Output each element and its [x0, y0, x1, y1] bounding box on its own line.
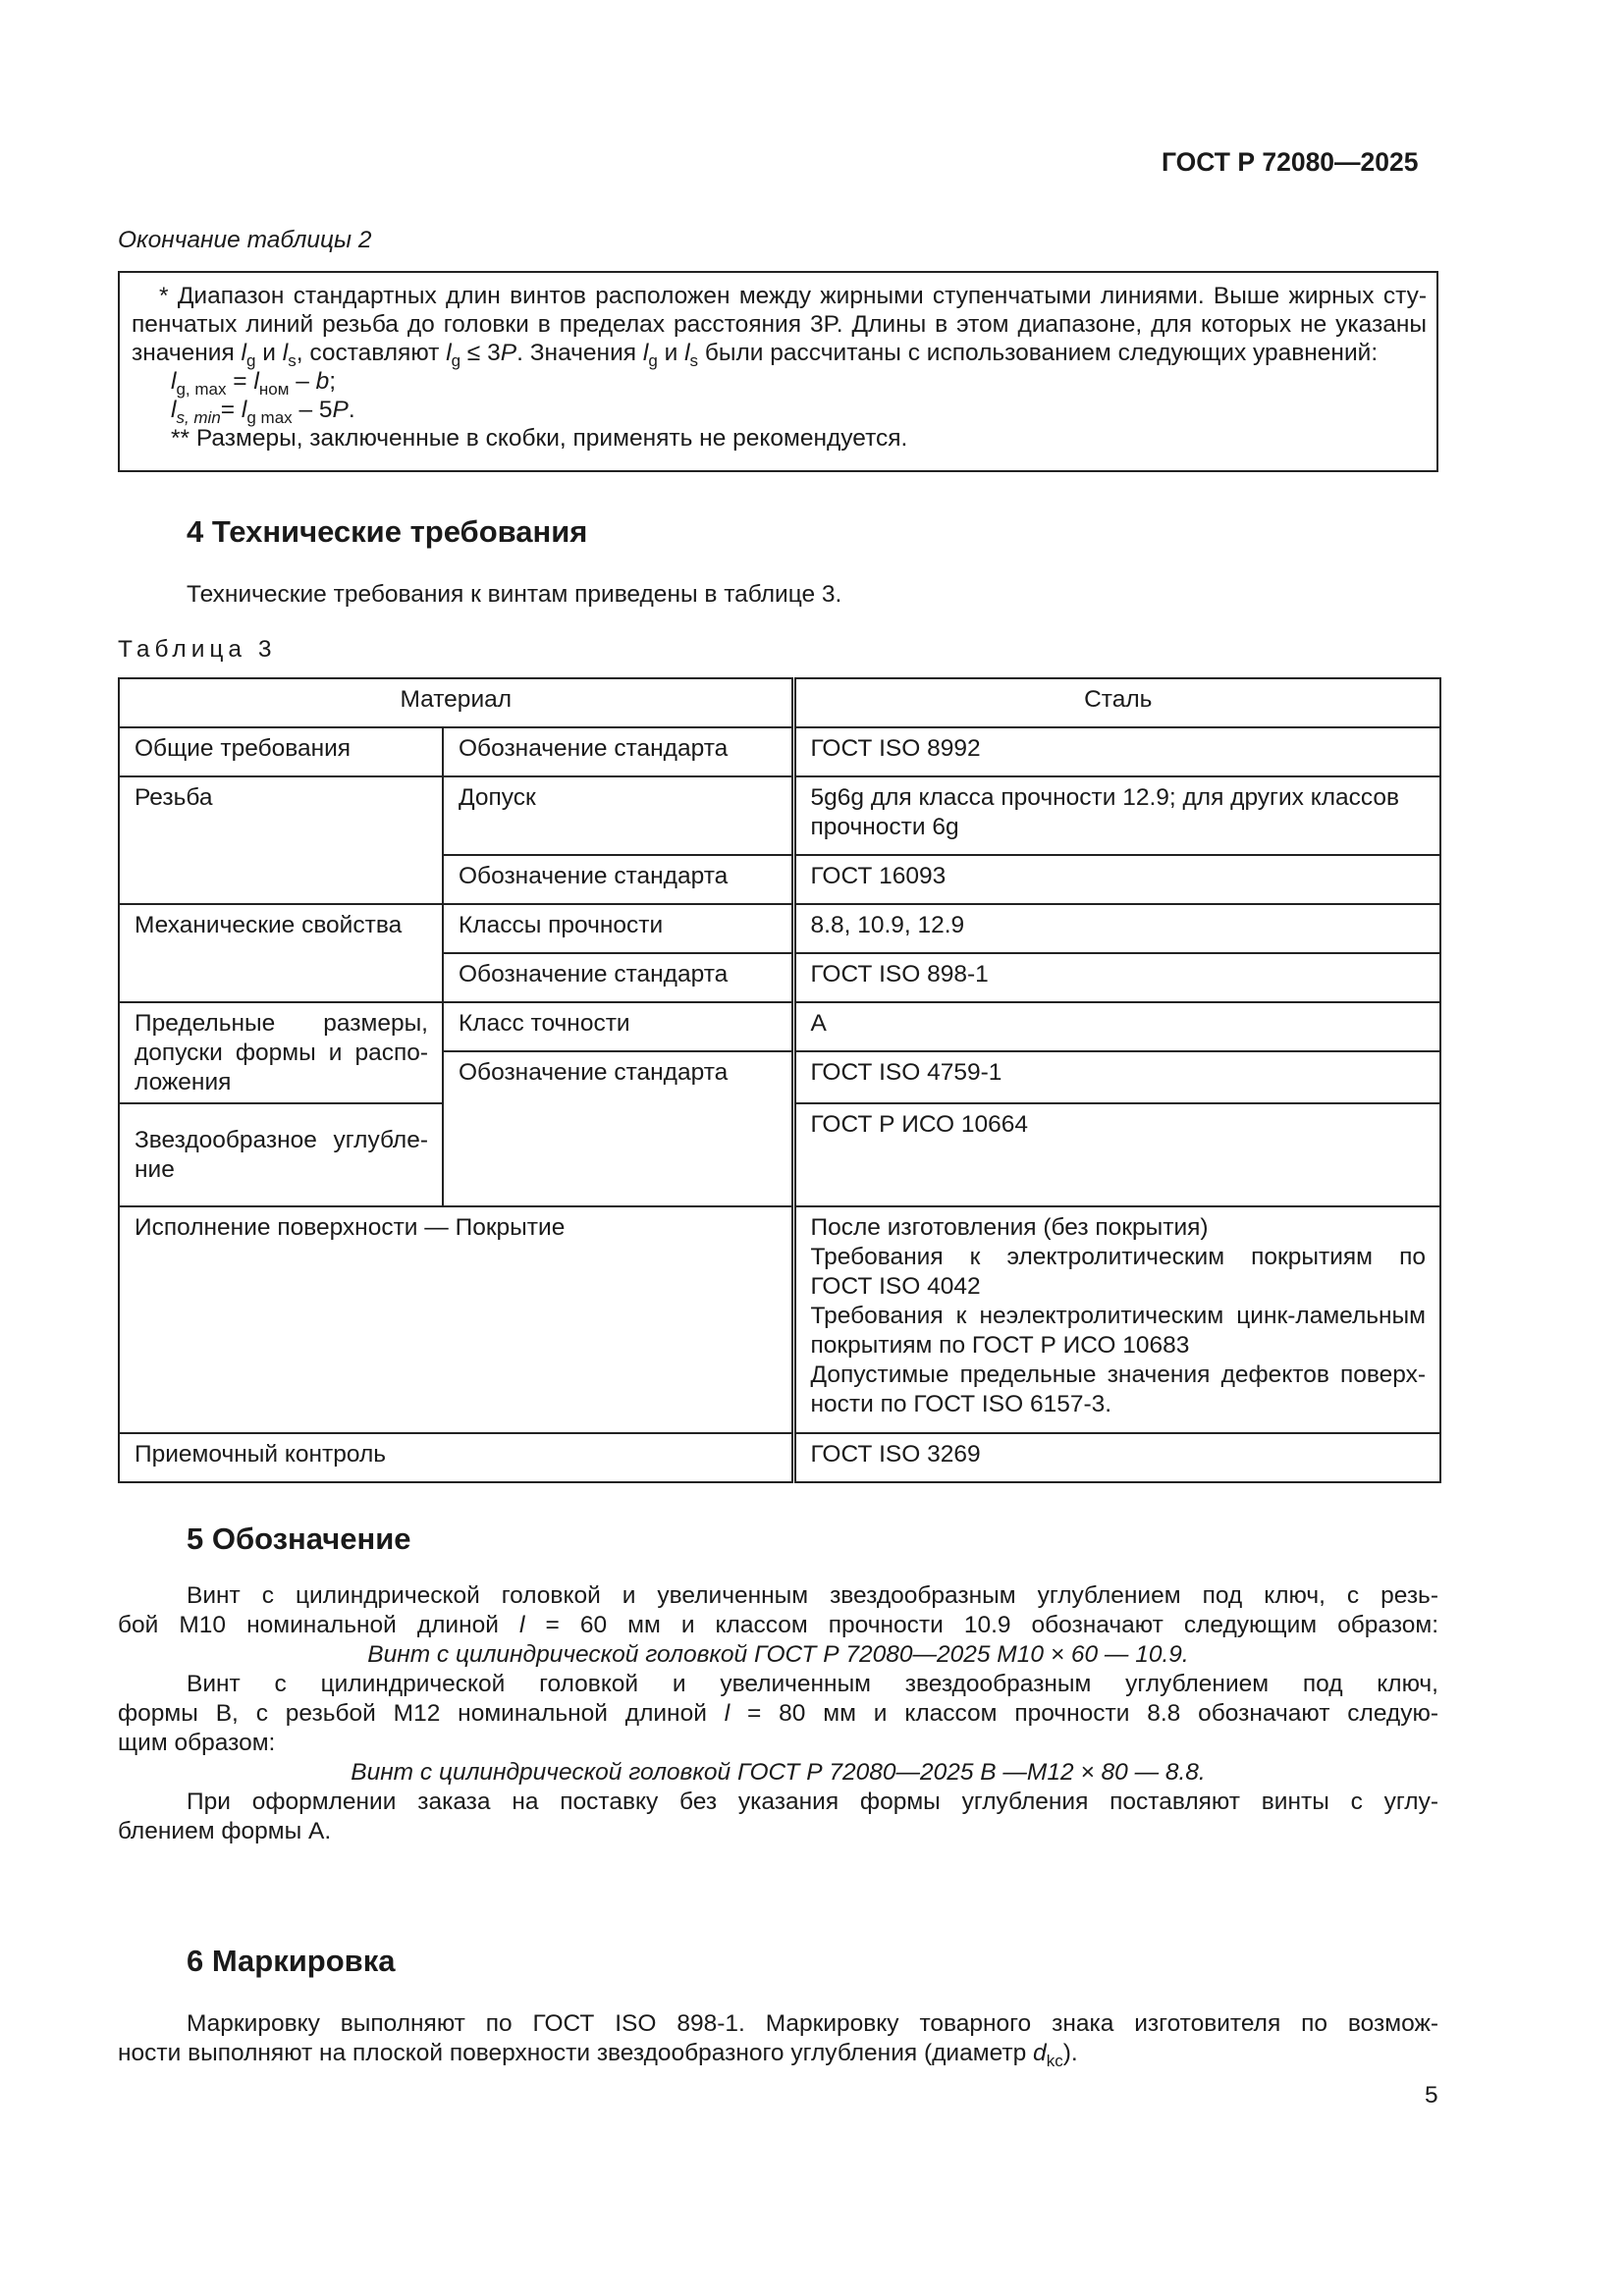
cell-text: покрытиям по ГОСТ Р ИСО 10683 — [810, 1332, 1190, 1359]
footnote-line — [132, 339, 1427, 370]
footnote-line: пенчатых линий резьба до головки в пределах расстояния 3P. Длины в этом диапазоне, для которых не указаны — [132, 311, 1427, 338]
cell-text: 5g6g для класса прочности 12.9; для других классов — [810, 784, 1400, 811]
table-row — [119, 1002, 1440, 1051]
table-row — [119, 727, 1440, 776]
table-cell: ГОСТ 16093 — [793, 855, 1440, 904]
table-cell: ГОСТ ISO 4759-1 — [793, 1051, 1440, 1103]
text-fragment: – 5 — [292, 397, 333, 423]
section-5-title: 5 Обозначение — [187, 1522, 411, 1556]
table-cell — [793, 1206, 1440, 1433]
table-cell — [793, 776, 1440, 855]
text-fragment: = — [226, 368, 254, 395]
text-fragment: формы B, с резьбой М12 номинальной длиной — [118, 1700, 725, 1727]
table2-footnotes-box — [118, 271, 1438, 472]
page-number: 5 — [1425, 2082, 1438, 2109]
paragraph-line — [118, 1699, 1438, 1729]
section-6-title: 6 Маркировка — [187, 1944, 396, 1978]
table-continuation-caption: Окончание таблицы 2 — [118, 227, 372, 253]
table-3-caption: Таблица 3 — [118, 636, 277, 663]
table-cell: ГОСТ Р ИСО 10664 — [793, 1103, 1440, 1206]
symbol-l: l — [684, 340, 690, 366]
symbol-l: l — [724, 1700, 731, 1727]
cell-text: прочности 6g — [810, 814, 959, 840]
cell-text: После изготовления (без покрытия) — [810, 1214, 1209, 1241]
footnote-line: * Диапазон стандартных длин винтов расположен между жирными ступенчатыми линиями. Выше жирных сту- — [159, 283, 1427, 309]
text-fragment: и — [255, 340, 283, 366]
text-fragment: были рассчитаны с использованием следующих уравнений: — [698, 340, 1379, 366]
cell-text: Требования к неэлектролитическим цинк-ламельным — [810, 1303, 1427, 1329]
symbol-d: d — [1033, 2040, 1047, 2066]
subscript: s, min — [176, 407, 221, 427]
paragraph-line — [118, 1611, 1438, 1640]
text-fragment: ). — [1062, 2040, 1078, 2066]
section-5-body — [118, 1581, 1438, 1846]
designation-example-2: Винт с цилиндрической головкой ГОСТ Р 72080—2025 B —М12 × 80 — 8.8. — [351, 1759, 1206, 1786]
paragraph-line: блением формы A. — [118, 1818, 332, 1844]
subscript: s — [288, 350, 297, 370]
symbol-l: l — [253, 368, 259, 395]
text-fragment: = — [220, 397, 242, 423]
section-4-intro: Технические требования к винтам приведены в таблице 3. — [187, 581, 842, 608]
subscript: g — [648, 350, 658, 370]
header-material: Материал — [119, 678, 793, 727]
cell-text: Звездообразное углубле- — [135, 1127, 428, 1153]
table-cell: ГОСТ ISO 898-1 — [793, 953, 1440, 1002]
table-cell: Общие требования — [119, 727, 443, 776]
cell-text: ГОСТ ISO 4042 — [810, 1273, 981, 1300]
designation-example-1: Винт с цилиндрической головкой ГОСТ Р 72080—2025 М10 × 60 — 10.9. — [367, 1641, 1189, 1668]
symbol-l: l — [446, 340, 452, 366]
text-fragment: . — [348, 397, 355, 423]
section-6-body — [118, 2009, 1438, 2068]
text-fragment: ≤ 3 — [460, 340, 501, 366]
text-fragment: ности выполняют на плоской поверхности звездообразного углубления (диаметр — [118, 2040, 1034, 2066]
symbol-l: l — [282, 340, 289, 366]
paragraph-line: щим образом: — [118, 1730, 276, 1756]
text-fragment: значения — [132, 340, 242, 366]
cell-text: Предельные размеры, — [135, 1010, 428, 1037]
technical-requirements-table — [118, 677, 1441, 1483]
paragraph-line: Винт с цилиндрической головкой и увеличенным звездообразным углублением под ключ, с резь- — [187, 1582, 1438, 1609]
text-fragment: и — [657, 340, 685, 366]
symbol-p: P — [500, 340, 517, 366]
cell-text: ности по ГОСТ ISO 6157-3. — [810, 1391, 1112, 1417]
section-4-title: 4 Технические требования — [187, 514, 588, 549]
table-cell: A — [793, 1002, 1440, 1051]
table-row — [119, 904, 1440, 953]
paragraph-line: Маркировку выполняют по ГОСТ ISO 898-1. Маркировку товарного знака изготовителя по возмож- — [187, 2010, 1438, 2037]
symbol-l: l — [519, 1612, 525, 1638]
table-row — [119, 1433, 1440, 1482]
paragraph-line: Винт с цилиндрической головкой и увеличенным звездообразным углублением под ключ, — [187, 1671, 1438, 1697]
table-cell: ГОСТ ISO 8992 — [793, 727, 1440, 776]
equation-ls-min — [132, 396, 1427, 427]
symbol-l: l — [642, 340, 649, 366]
text-fragment: , составляют — [296, 340, 447, 366]
equation-lg-max — [132, 367, 1427, 399]
text-fragment: бой М10 номинальной длиной — [118, 1612, 519, 1638]
table-cell: Исполнение поверхности — Покрытие — [119, 1206, 793, 1433]
symbol-l: l — [171, 397, 177, 423]
cell-text: ние — [135, 1156, 175, 1183]
symbol-l: l — [171, 368, 177, 395]
subscript: g max — [246, 407, 293, 427]
table-cell: Допуск — [443, 776, 793, 855]
text-fragment: = 60 мм и классом прочности 10.9 обозначают следующим образом: — [524, 1612, 1439, 1638]
symbol-l: l — [241, 397, 247, 423]
text-fragment: = 80 мм и классом прочности 8.8 обозначают следую- — [730, 1700, 1438, 1727]
table-cell — [119, 1103, 443, 1206]
subscript: ном — [258, 379, 290, 399]
table-cell — [119, 1002, 443, 1103]
cell-text: допуски формы и распо- — [135, 1040, 428, 1066]
text-fragment: – — [289, 368, 316, 395]
symbol-b: b — [315, 368, 330, 395]
subscript: s — [689, 350, 699, 370]
table-cell: Механические свойства — [119, 904, 443, 1002]
text-fragment: . Значения — [516, 340, 643, 366]
table-cell: Обозначение стандарта — [443, 953, 793, 1002]
table-cell: Класс точности — [443, 1002, 793, 1051]
table-row — [119, 1206, 1440, 1433]
subscript: g — [245, 350, 256, 370]
table-row — [119, 776, 1440, 855]
table-cell: Обозначение стандарта — [443, 855, 793, 904]
table-cell: ГОСТ ISO 3269 — [793, 1433, 1440, 1482]
cell-text: ложения — [135, 1069, 232, 1095]
table-cell: Приемочный контроль — [119, 1433, 793, 1482]
table-cell: Обозначение стандарта — [443, 727, 793, 776]
paragraph-line — [118, 2039, 1438, 2068]
cell-text: Допустимые предельные значения дефектов поверх- — [810, 1362, 1427, 1388]
table-header-row — [119, 678, 1440, 727]
subscript: kc — [1046, 2051, 1063, 2070]
cell-text: Требования к электролитическим покрытиям по — [810, 1244, 1427, 1270]
symbol-l: l — [241, 340, 246, 366]
paragraph-line: При оформлении заказа на поставку без указания формы углубления поставляют винты с углу- — [187, 1789, 1438, 1815]
table-cell: Классы прочности — [443, 904, 793, 953]
document-code: ГОСТ Р 72080—2025 — [1162, 147, 1419, 177]
header-steel: Сталь — [793, 678, 1440, 727]
table-cell: 8.8, 10.9, 12.9 — [793, 904, 1440, 953]
subscript: g, max — [176, 379, 227, 399]
symbol-p: P — [332, 397, 349, 423]
table-cell: Обозначение стандарта — [443, 1051, 793, 1206]
table-cell: Резьба — [119, 776, 443, 904]
text-fragment: ; — [329, 368, 337, 395]
subscript: g — [451, 350, 461, 370]
footnote-line: ** Размеры, заключенные в скобки, применять не рекомендуется. — [171, 425, 908, 452]
